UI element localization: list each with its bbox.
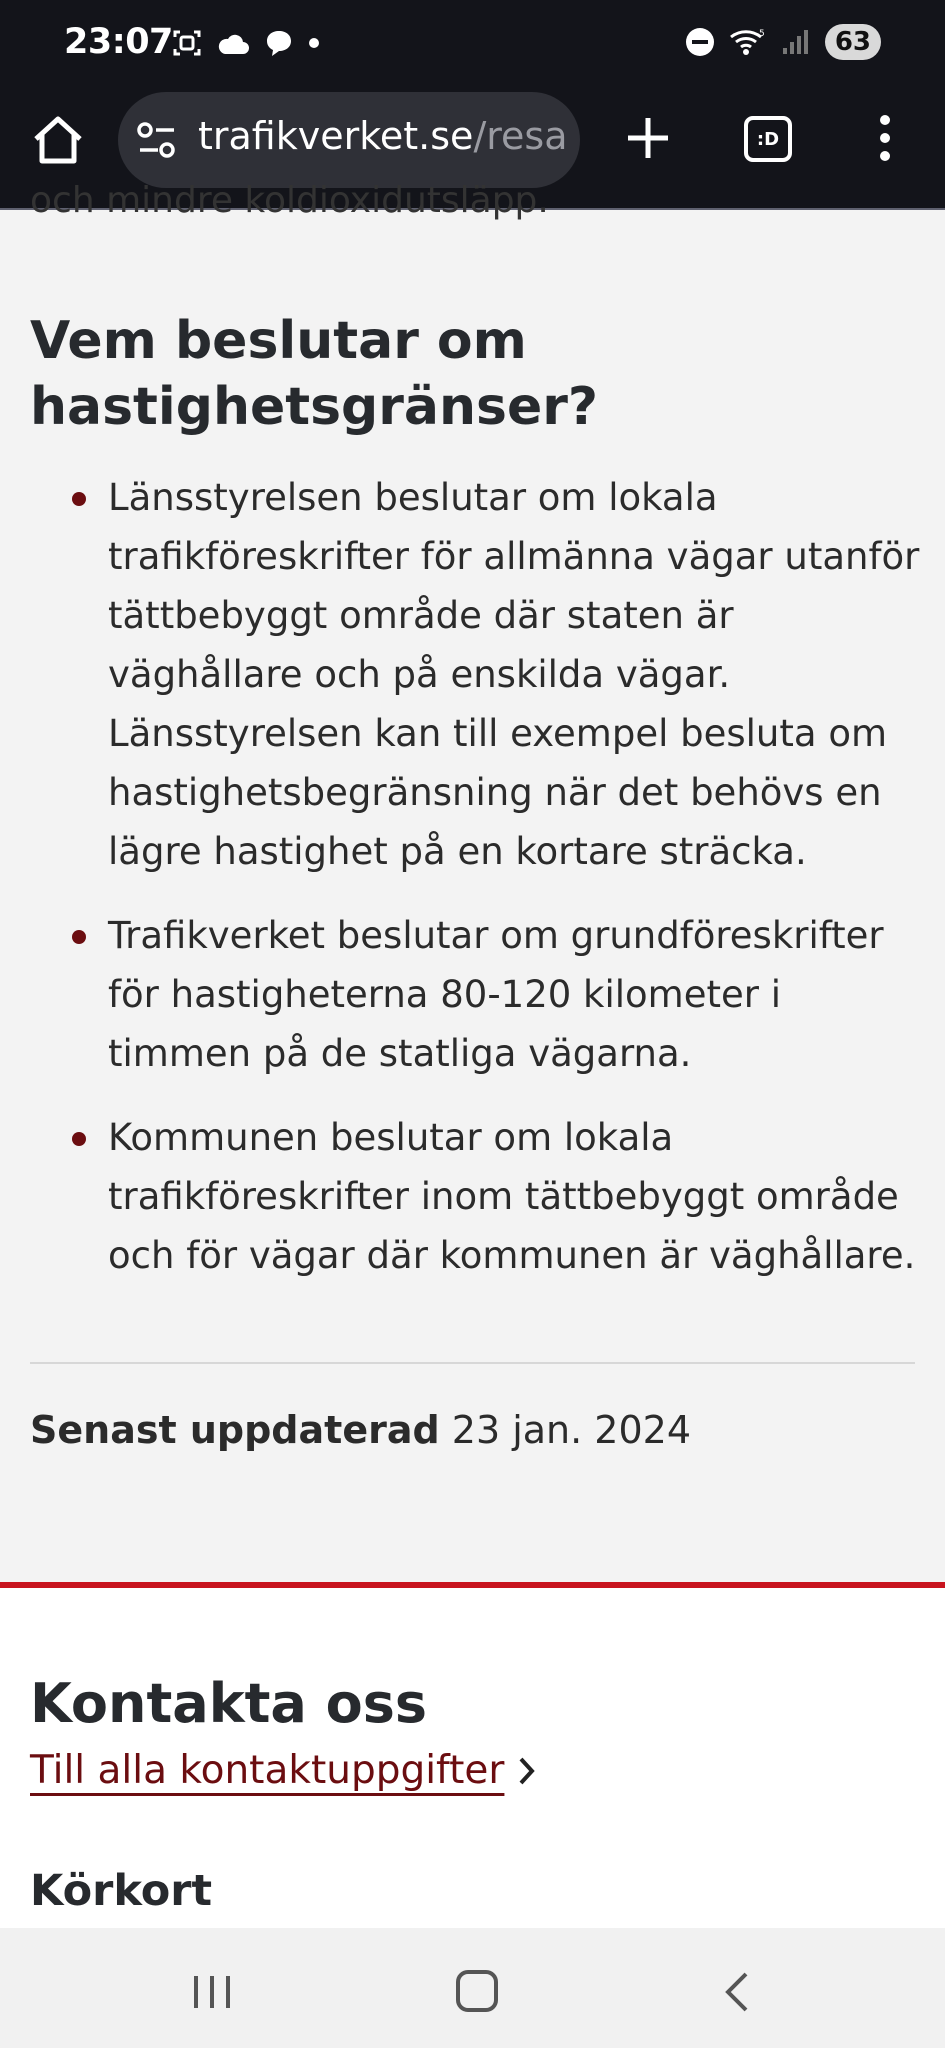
bullet-list xyxy=(30,468,920,1310)
divider xyxy=(30,1362,915,1364)
dot-icon xyxy=(308,37,320,49)
article-content xyxy=(0,180,945,1580)
list-item-text: Trafikverket beslutar om grundföreskrifter för hastigheterna 80-120 kilometer i timmen på de statliga vägarna. xyxy=(108,914,884,1075)
last-updated xyxy=(30,1408,691,1452)
list-item xyxy=(30,1108,920,1285)
status-bar xyxy=(0,0,945,90)
chevron-right-icon xyxy=(518,1756,536,1786)
contact-link-label: Till alla kontaktuppgifter xyxy=(30,1748,505,1793)
bullet-dot xyxy=(72,1132,86,1146)
signal-icon xyxy=(781,28,811,56)
list-item-text: Kommunen beslutar om lokala trafikföreskrifter inom tättbebyggt område och för vägar där kommunen är väghållare. xyxy=(108,1116,916,1277)
home-button[interactable] xyxy=(30,112,86,168)
screenshot-icon xyxy=(172,28,202,58)
address-bar[interactable] xyxy=(118,92,580,188)
wifi-icon xyxy=(729,27,767,57)
list-item-text: Länsstyrelsen beslutar om lokala trafikföreskrifter för allmänna vägar utanför tättbebyggt område där staten är väghållare och på enskilda vägar. Länsstyrelsen kan till exempel besluta om hastighetsbegränsning när det behövs en lägre hastighet på en kortare sträcka. xyxy=(108,476,920,873)
url-path: /resa xyxy=(473,114,568,158)
contact-link[interactable] xyxy=(30,1748,536,1793)
list-item xyxy=(30,468,920,881)
tab-switcher-button[interactable]: :D xyxy=(744,116,792,162)
do-not-disturb-icon xyxy=(685,27,715,57)
status-time: 23:07 xyxy=(64,22,173,62)
list-item xyxy=(30,906,920,1083)
more-options-icon[interactable] xyxy=(870,110,900,166)
last-updated-label: Senast uppdaterad xyxy=(30,1408,440,1452)
url-text xyxy=(198,114,568,158)
home-nav-icon[interactable] xyxy=(456,1970,498,2012)
cloud-icon xyxy=(216,30,250,56)
home-icon xyxy=(32,115,84,165)
status-icons-right xyxy=(685,24,881,60)
back-icon[interactable] xyxy=(722,1970,752,2014)
bullet-dot xyxy=(72,930,86,944)
chat-icon xyxy=(264,28,294,58)
battery-indicator: 63 xyxy=(825,24,881,60)
last-updated-date: 23 jan. 2024 xyxy=(451,1408,691,1452)
section-heading: Vem beslutar om hastighetsgränser? xyxy=(30,311,599,437)
url-domain: trafikverket.se xyxy=(198,114,474,158)
korkort-heading: Körkort xyxy=(30,1866,213,1916)
bullet-dot xyxy=(72,492,86,506)
contact-section xyxy=(0,1588,945,1928)
system-nav-bar xyxy=(0,1928,945,2048)
recent-apps-icon[interactable] xyxy=(190,1972,234,2012)
truncated-text-line: och mindre koldioxidutsläpp. xyxy=(30,180,549,221)
new-tab-icon[interactable] xyxy=(620,110,676,166)
contact-title: Kontakta oss xyxy=(30,1672,428,1735)
svg-text:5: 5 xyxy=(758,29,765,39)
site-settings-icon[interactable] xyxy=(136,120,178,160)
status-icons-left xyxy=(172,28,320,58)
